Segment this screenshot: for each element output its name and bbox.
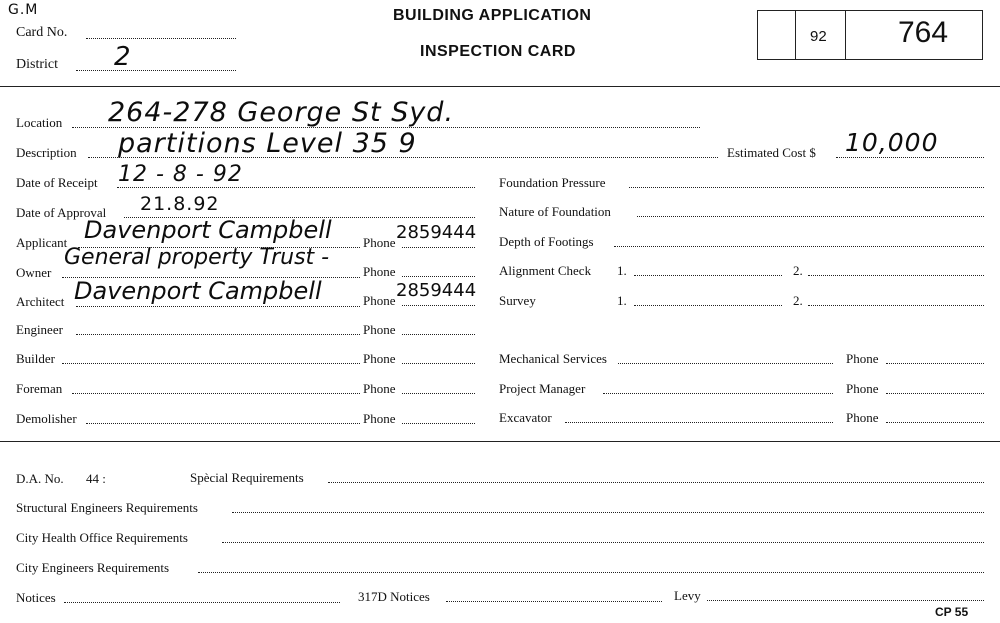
foreman-phone-label: Phone [363,381,396,396]
project-manager-label: Project Manager [499,381,586,396]
architect-value: Davenport Campbell [74,277,322,305]
date-receipt-label: Date of Receipt [16,175,98,190]
demolisher-phone-label: Phone [363,411,396,426]
levy-label: Levy [674,588,701,603]
survey-1-label: 1. [617,293,627,308]
excavator-field[interactable] [565,422,833,423]
nature-foundation-label: Nature of Foundation [499,204,611,219]
applicant-phone-value: 2859444 [396,222,477,243]
survey-1-field[interactable] [634,305,782,306]
date-receipt-value: 12 - 8 - 92 [118,162,243,187]
levy-field[interactable] [707,600,984,601]
alignment-1-label: 1. [617,263,627,278]
box-divider-2 [845,11,846,59]
date-approval-value: 21.8.92 [140,193,220,215]
alignment-2-label: 2. [793,263,803,278]
form-code: CP 55 [935,605,969,619]
structural-field[interactable] [232,512,984,513]
survey-2-label: 2. [793,293,803,308]
da-no-label: D.A. No. [16,471,64,486]
estimated-cost-label: Estimated Cost $ [727,145,816,160]
city-engineers-label: City Engineers Requirements [16,560,170,575]
excavator-phone-field[interactable] [886,422,984,423]
survey-2-field[interactable] [808,305,984,306]
owner-phone-field[interactable] [402,276,475,277]
title-line-2: INSPECTION CARD [420,43,576,60]
box-large-number: 764 [898,16,949,49]
engineer-label: Engineer [16,322,63,337]
location-value: 264-278 George St Syd. [108,97,455,128]
owner-phone-label: Phone [363,264,396,279]
card-no-label: Card No. [16,25,68,40]
district-label: District [16,57,58,72]
foreman-label: Foreman [16,381,63,396]
builder-phone-field[interactable] [402,363,475,364]
foreman-phone-field[interactable] [402,393,475,394]
notices-label: Notices [16,590,56,605]
mechanical-phone-label: Phone [846,351,879,366]
city-engineers-field[interactable] [198,572,984,573]
district-field[interactable] [76,70,236,71]
engineer-field[interactable] [76,334,360,335]
health-label: City Health Office Requirements [16,530,188,545]
notices-317d-label: 317D Notices [358,589,430,604]
owner-value: General property Trust - [64,245,330,270]
project-manager-phone-field[interactable] [886,393,984,394]
location-label: Location [16,115,63,130]
applicant-label: Applicant [16,235,68,250]
middle-rule [0,441,1000,442]
engineer-phone-field[interactable] [402,334,475,335]
depth-footings-label: Depth of Footings [499,234,594,249]
engineer-phone-label: Phone [363,322,396,337]
mechanical-phone-field[interactable] [886,363,984,364]
applicant-phone-label: Phone [363,235,396,250]
alignment-label: Alignment Check [499,263,592,278]
builder-label: Builder [16,351,55,366]
architect-field[interactable] [76,306,360,307]
applicant-phone-field[interactable] [402,247,475,248]
builder-phone-label: Phone [363,351,396,366]
initials: G.M [8,2,39,18]
demolisher-field[interactable] [86,423,360,424]
title-line-1: BUILDING APPLICATION [393,7,592,24]
applicant-value: Davenport Campbell [84,216,332,244]
district-value: 2 [114,42,132,72]
alignment-1-field[interactable] [634,275,782,276]
special-requirements-label: Spècial Requirements [190,470,304,485]
description-label: Description [16,145,77,160]
foundation-pressure-label: Foundation Pressure [499,175,606,190]
demolisher-phone-field[interactable] [402,423,475,424]
estimated-cost-field[interactable] [836,157,984,158]
excavator-phone-label: Phone [846,410,879,425]
architect-label: Architect [16,294,65,309]
foreman-field[interactable] [72,393,360,394]
foundation-pressure-field[interactable] [629,187,984,188]
da-no-value: 44 : [86,471,106,486]
date-receipt-field[interactable] [117,187,475,188]
health-field[interactable] [222,542,984,543]
structural-label: Structural Engineers Requirements [16,500,198,515]
depth-footings-field[interactable] [614,246,984,247]
alignment-2-field[interactable] [808,275,984,276]
notices-field[interactable] [64,602,340,603]
architect-phone-field[interactable] [402,305,475,306]
top-rule [0,86,1000,87]
box-small-number: 92 [810,28,827,45]
architect-phone-value: 2859444 [396,280,477,301]
mechanical-field[interactable] [618,363,833,364]
card-no-field[interactable] [86,38,236,39]
mechanical-label: Mechanical Services [499,351,607,366]
builder-field[interactable] [62,363,360,364]
special-requirements-field[interactable] [328,482,984,483]
demolisher-label: Demolisher [16,411,77,426]
survey-label: Survey [499,293,536,308]
estimated-cost-value: 10,000 [845,128,939,157]
project-manager-phone-label: Phone [846,381,879,396]
owner-label: Owner [16,265,52,280]
notices-317d-field[interactable] [446,601,662,602]
date-approval-label: Date of Approval [16,205,107,220]
card-number-box [757,10,983,60]
excavator-label: Excavator [499,410,552,425]
project-manager-field[interactable] [603,393,833,394]
architect-phone-label: Phone [363,293,396,308]
description-value: partitions Level 35 9 [118,128,417,159]
nature-foundation-field[interactable] [637,216,984,217]
